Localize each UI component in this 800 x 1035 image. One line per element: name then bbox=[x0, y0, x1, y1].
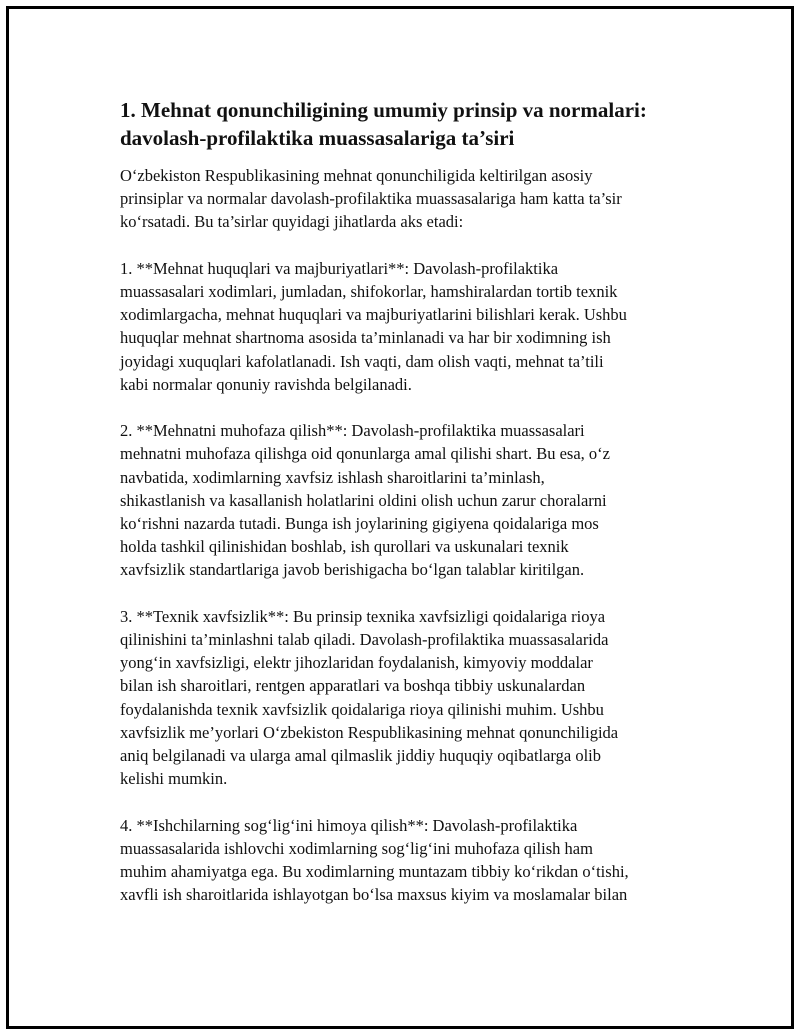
text-line: yong‘in xavfsizligi, elektr jihozlaridan foydalanish, kimyoviy moddalar bbox=[120, 653, 593, 673]
text-line: xavfsizlik me’yorlari O‘zbekiston Respublikasining mehnat qonunchiligida bbox=[120, 722, 619, 742]
text-line: foydalanishda texnik xavfsizlik qoidalariga rioya qilinishi muhim. Ushbu bbox=[120, 699, 604, 719]
text-line: xavfli ish sharoitlarida ishlayotgan bo‘lsa maxsus kiyim va moslamalar bilan bbox=[120, 885, 628, 905]
text-line: bilan ish sharoitlari, rentgen apparatlari va boshqa tibbiy uskunalardan bbox=[120, 676, 586, 696]
text-line: ko‘rishni nazarda tutadi. Bunga ish joylarining gigiyena qoidalariga mos bbox=[120, 514, 599, 534]
text-line: 2. **Mehnatni muhofaza qilish**: Davolash-profilaktika muassasalari bbox=[120, 421, 585, 441]
text-line: muhim ahamiyatga ega. Bu xodimlarning muntazam tibbiy ko‘rikdan o‘tishi, bbox=[120, 862, 629, 882]
page-frame bbox=[6, 6, 794, 1029]
text-line: 3. **Texnik xavfsizlik**: Bu prinsip texnika xavfsizligi qoidalariga rioya bbox=[120, 606, 606, 626]
title-line: davolash-profilaktika muassasalariga ta’siri bbox=[120, 126, 515, 150]
intro-paragraph bbox=[120, 164, 698, 234]
text-line: xavfsizlik standartlariga javob berishigacha bo‘lgan talablar kiritilgan. bbox=[120, 560, 585, 580]
text-line: aniq belgilanadi va ularga amal qilmaslik jiddiy huquqiy oqibatlarga olib bbox=[120, 746, 601, 766]
paragraph-labor-protection bbox=[120, 419, 698, 581]
text-line: xodimlargacha, mehnat huquqlari va majburiyatlarini bilishlari kerak. Ushbu bbox=[120, 305, 627, 325]
text-line: O‘zbekiston Respublikasining mehnat qonunchiligida keltirilgan asosiy bbox=[120, 166, 593, 185]
paragraph-technical-safety bbox=[120, 605, 698, 791]
text-line: mehnatni muhofaza qilishga oid qonunlarga amal qilishi shart. Bu esa, o‘z bbox=[120, 444, 610, 464]
text-line: huquqlar mehnat shartnoma asosida ta’minlanadi va har bir xodimning ish bbox=[120, 328, 611, 348]
paragraph-labor-rights bbox=[120, 257, 698, 396]
text-line: ko‘rsatadi. Bu ta’sirlar quyidagi jihatlarda aks etadi: bbox=[120, 212, 464, 232]
text-line: 1. **Mehnat huquqlari va majburiyatlari**: Davolash-profilaktika bbox=[120, 258, 559, 278]
text-line: navbatida, xodimlarning xavfsiz ishlash sharoitlarini ta’minlash, bbox=[120, 467, 545, 487]
paragraph-worker-health bbox=[120, 814, 698, 907]
title-line: 1. Mehnat qonunchiligining umumiy prinsip va normalari: bbox=[120, 98, 647, 122]
text-line: kabi normalar qonuniy ravishda belgilanadi. bbox=[120, 374, 412, 394]
text-line: muassasalarida ishlovchi xodimlarning sog‘lig‘ini muhofaza qilish ham bbox=[120, 838, 593, 858]
text-line: 4. **Ishchilarning sog‘lig‘ini himoya qilish**: Davolash-profilaktika bbox=[120, 815, 578, 835]
text-line: shikastlanish va kasallanish holatlarini oldini olish uchun zarur choralarni bbox=[120, 490, 607, 510]
text-line: kelishi mumkin. bbox=[120, 769, 228, 789]
text-line: joyidagi xuquqlari kafolatlanadi. Ish vaqti, dam olish vaqti, mehnat ta’tili bbox=[120, 351, 604, 371]
page-content bbox=[120, 96, 698, 930]
document-title bbox=[120, 96, 698, 152]
text-line: holda tashkil qilinishidan boshlab, ish qurollari va uskunalari texnik bbox=[120, 537, 569, 557]
text-line: muassasalari xodimlari, jumladan, shifokorlar, hamshiralardan tortib texnik bbox=[120, 282, 618, 301]
text-line: qilinishini ta’minlashni talab qiladi. Davolash-profilaktika muassasalarida bbox=[120, 630, 609, 650]
text-line: prinsiplar va normalar davolash-profilaktika muassasalariga ham katta ta’sir bbox=[120, 189, 622, 209]
